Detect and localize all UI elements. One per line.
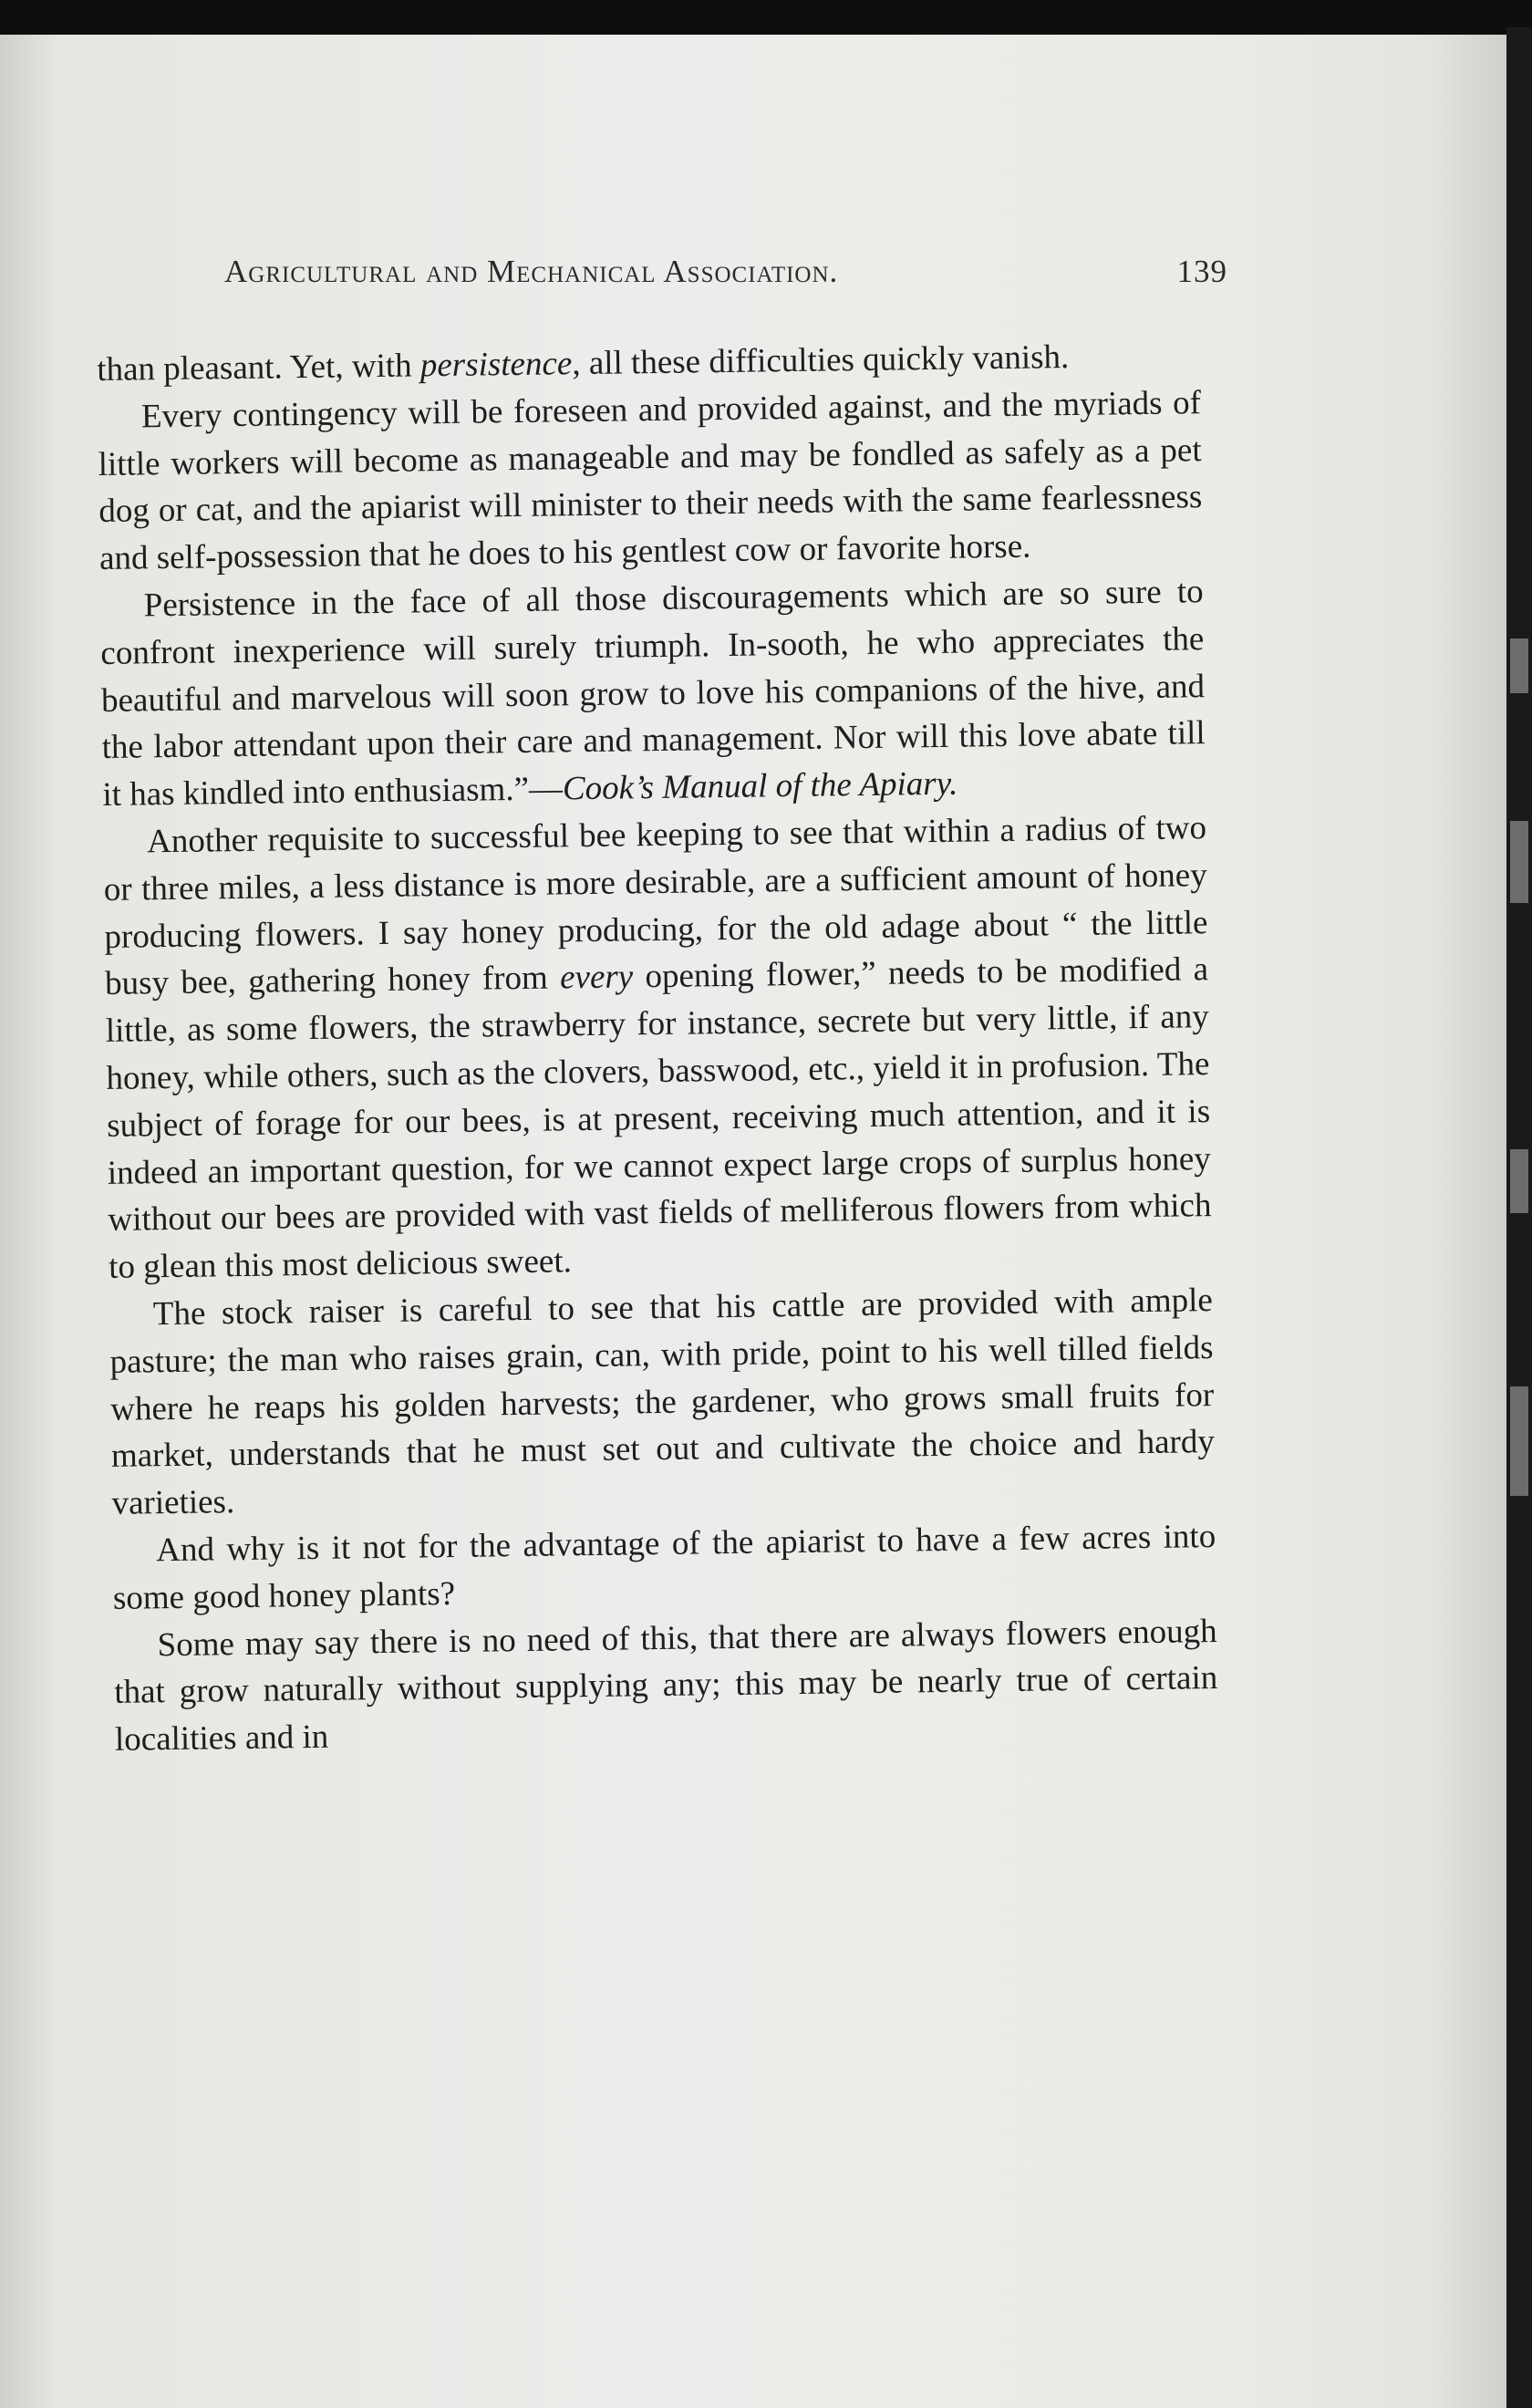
text-run: The stock raiser is careful to see that his cattle are provided with ample pasture; the man who raises grain, can, with pride, point to his well tilled fields where he reaps his golden harvests; the gardener, who grows small fruits for market, understands that he must set out and cultivate the choice and hardy varieties. [109, 1282, 1216, 1523]
edge-tab-mark [1510, 1149, 1528, 1213]
text-run: Persistence in the face of all those discouragements which are so sure to confront inexperience will surely triumph. In-sooth, he who appreciates the beautiful and marvelous will soon grow to love his companions of the hive, and the labor attendant upon their care and management. Nor will this love abate till it has kindled into enthusiasm.”— [100, 573, 1206, 815]
italic-text: Cook’s Manual of the Apiary. [562, 764, 958, 808]
text-run: Every contingency will be foreseen and provided against, and the myriads of little workers will become as manageable and may be fondled as safely as a pet dog or cat, and the apiarist will minister to their needs with the same fearlessness and self-possession that he does to his gentlest cow or favorite horse. [98, 383, 1203, 578]
italic-text: persistence [419, 345, 573, 385]
paragraph [98, 379, 1204, 583]
text-run: Another requisite to successful bee keeping to see that within a radius of two or three miles, a less distance is more desirable, are a sufficient amount of honey producing flowers. I say honey producing, for the old adage about “ the little busy bee, gathering honey from [103, 809, 1208, 1003]
paragraph [112, 1513, 1216, 1622]
text-run: than pleasant. Yet, with [97, 347, 421, 389]
paragraph [103, 804, 1213, 1292]
body-text [97, 332, 1218, 1764]
italic-text: every [559, 958, 634, 997]
edge-tab-mark [1510, 821, 1528, 903]
paragraph [109, 1277, 1216, 1528]
edge-tab-mark [1510, 638, 1528, 693]
edge-tab-mark [1510, 1386, 1528, 1496]
text-run: Some may say there is no need of this, that there are always flowers enough that grow naturally without supplying any; this may be nearly true of certain localities and in [114, 1612, 1218, 1759]
page-number: 139 [1176, 254, 1227, 289]
running-head [224, 254, 1227, 299]
running-head-title: Agricultural and Mechanical Association. [224, 254, 839, 289]
text-run: opening flower,” needs to be modified a little, as some flowers, the strawberry for instance, secrete but very little, if any honey, while others, such as the clovers, basswood, etc., yield it in profusion. The subject of forage for our bees, is at present, receiving much attention, and it is indeed an important question, for we cannot expect large crops of surplus honey without our bees are provided with vast fields of melliferous flowers from which to glean this most delicious sweet. [105, 950, 1212, 1287]
page-edge-shadow [1506, 27, 1532, 2408]
paragraph [99, 568, 1206, 819]
paragraph [113, 1608, 1218, 1764]
text-run: And why is it not for the advantage of the apiarist to have a few acres into some good honey plants? [112, 1517, 1216, 1617]
text-run: , all these difficulties quickly vanish. [572, 338, 1070, 383]
